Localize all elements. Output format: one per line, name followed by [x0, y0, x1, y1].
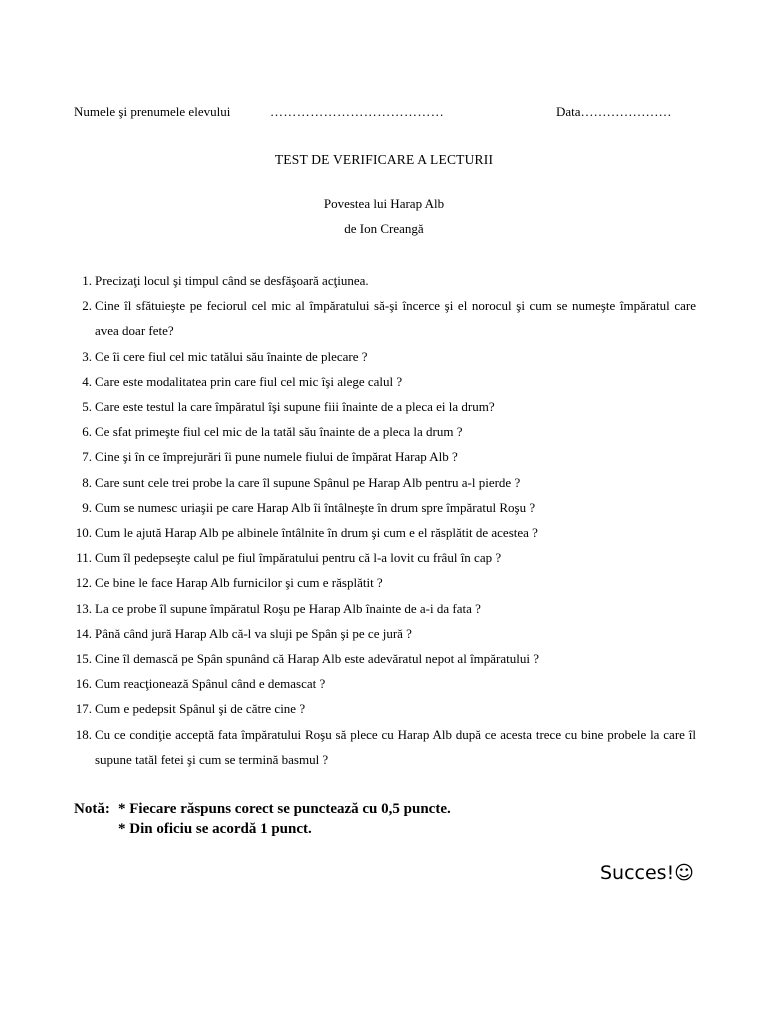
student-name-blank: …………………………………	[270, 104, 445, 119]
question-text: Ce sfat primeşte fiul cel mic de la tatăl său înainte de a pleca la drum ?	[95, 424, 463, 440]
question-number: 1.	[82, 273, 92, 288]
question-item	[74, 722, 696, 772]
question-item	[74, 495, 696, 520]
question-number: 5.	[82, 399, 92, 415]
question-number: 14.	[75, 625, 92, 641]
question-text: Până când jură Harap Alb că-l va sluji pe Spân şi pe ce jură ?	[95, 625, 412, 641]
question-item	[74, 444, 696, 469]
question-number: 4.	[82, 373, 92, 389]
question-number: 6.	[82, 424, 92, 440]
question-number: 9.	[82, 499, 92, 515]
note-points-per-answer: * Fiecare răspuns corect se punctează cu 0,5 puncte.	[118, 801, 451, 817]
test-title: TEST DE VERIFICARE A LECTURII	[274, 152, 494, 167]
question-text: La ce probe îl supune împăratul Roşu pe Harap Alb înainte de a-i da fata ?	[95, 600, 481, 616]
question-item	[74, 596, 696, 621]
question-number: 17.	[75, 701, 92, 717]
question-text: Cu ce condiţie acceptă fata împăratului Roşu să plece cu Harap Alb după ce acesta trece cu bine probele la care îl supune tatăl fetei şi cum se termină basmul ?	[95, 726, 696, 767]
question-number: 8.	[82, 474, 92, 490]
question-text: Ce îi cere fiul cel mic tatălui său înainte de plecare ?	[95, 348, 368, 364]
question-item	[74, 268, 696, 293]
question-number: 10.	[75, 525, 92, 541]
question-text: Cum se numesc uriaşii pe care Harap Alb îi întâlneşte în drum spre împăratul Roşu ?	[95, 499, 536, 515]
question-number: 16.	[75, 676, 92, 692]
question-item	[74, 419, 696, 444]
note-row-2	[74, 819, 694, 839]
date-field	[556, 104, 672, 120]
question-text: Cine îl sfătuieşte pe feciorul cel mic al împăratului să-şi încerce şi el norocul şi cum se numeşte împăratul care avea doar fete?	[95, 298, 696, 339]
question-list	[74, 268, 696, 772]
question-item	[74, 520, 696, 545]
question-item	[74, 344, 696, 369]
question-number: 3.	[82, 348, 92, 364]
question-text: Cine îl demască pe Spân spunând că Harap Alb este adevăratul nepot al împăratului ?	[95, 651, 540, 667]
question-text: Ce bine le face Harap Alb furnicilor şi cum e răsplătit ?	[95, 575, 383, 591]
question-item	[74, 545, 696, 570]
question-number: 15.	[75, 651, 92, 667]
question-item	[74, 646, 696, 671]
note-label: Notă:	[74, 801, 110, 817]
question-item	[74, 369, 696, 394]
question-text: Cum le ajută Harap Alb pe albinele întâlnite în drum şi cum e el răsplătit de acestea ?	[95, 525, 538, 541]
date-label: Data	[556, 104, 581, 119]
note-default-point: * Din oficiu se acordă 1 punct.	[118, 821, 312, 837]
question-item	[74, 293, 696, 343]
question-item	[74, 671, 696, 696]
header-line	[74, 104, 694, 120]
note-row-1	[74, 799, 694, 819]
question-item	[74, 394, 696, 419]
question-number: 13.	[75, 600, 92, 616]
question-text: Care este modalitatea prin care fiul cel mic îşi alege calul ?	[95, 373, 403, 389]
question-item	[74, 470, 696, 495]
question-text: Care sunt cele trei probe la care îl supune Spânul pe Harap Alb pentru a-l pierde ?	[95, 474, 521, 490]
question-number: 7.	[82, 449, 92, 465]
question-item	[74, 570, 696, 595]
question-text: Cum reacţionează Spânul când e demascat ?	[95, 676, 326, 692]
story-author: de Ion Creangă	[344, 221, 424, 236]
date-blank: …………………	[580, 104, 672, 119]
closing-message: Succes!☺	[599, 862, 694, 884]
question-text: Care este testul la care împăratul îşi supune fiii înainte de a pleca ei la drum?	[95, 399, 495, 415]
question-item	[74, 696, 696, 721]
question-number: 18.	[75, 726, 92, 742]
question-number: 2.	[82, 298, 92, 314]
question-text: Cine şi în ce împrejurări îi pune numele fiului de împărat Harap Alb ?	[95, 449, 458, 465]
story-title: Povestea lui Harap Alb	[323, 196, 445, 211]
grading-note	[74, 799, 694, 839]
question-text: Precizaţi locul şi timpul când se desfăşoară acţiunea.	[95, 273, 369, 288]
question-number: 12.	[75, 575, 92, 591]
question-text: Cum îl pedepseşte calul pe fiul împăratului pentru că l-a lovit cu frâul în cap ?	[95, 550, 502, 566]
question-number: 11.	[76, 550, 92, 566]
student-name-label: Numele şi prenumele elevului	[74, 104, 231, 119]
question-item	[74, 621, 696, 646]
question-text: Cum e pedepsit Spânul şi de către cine ?	[95, 701, 306, 717]
